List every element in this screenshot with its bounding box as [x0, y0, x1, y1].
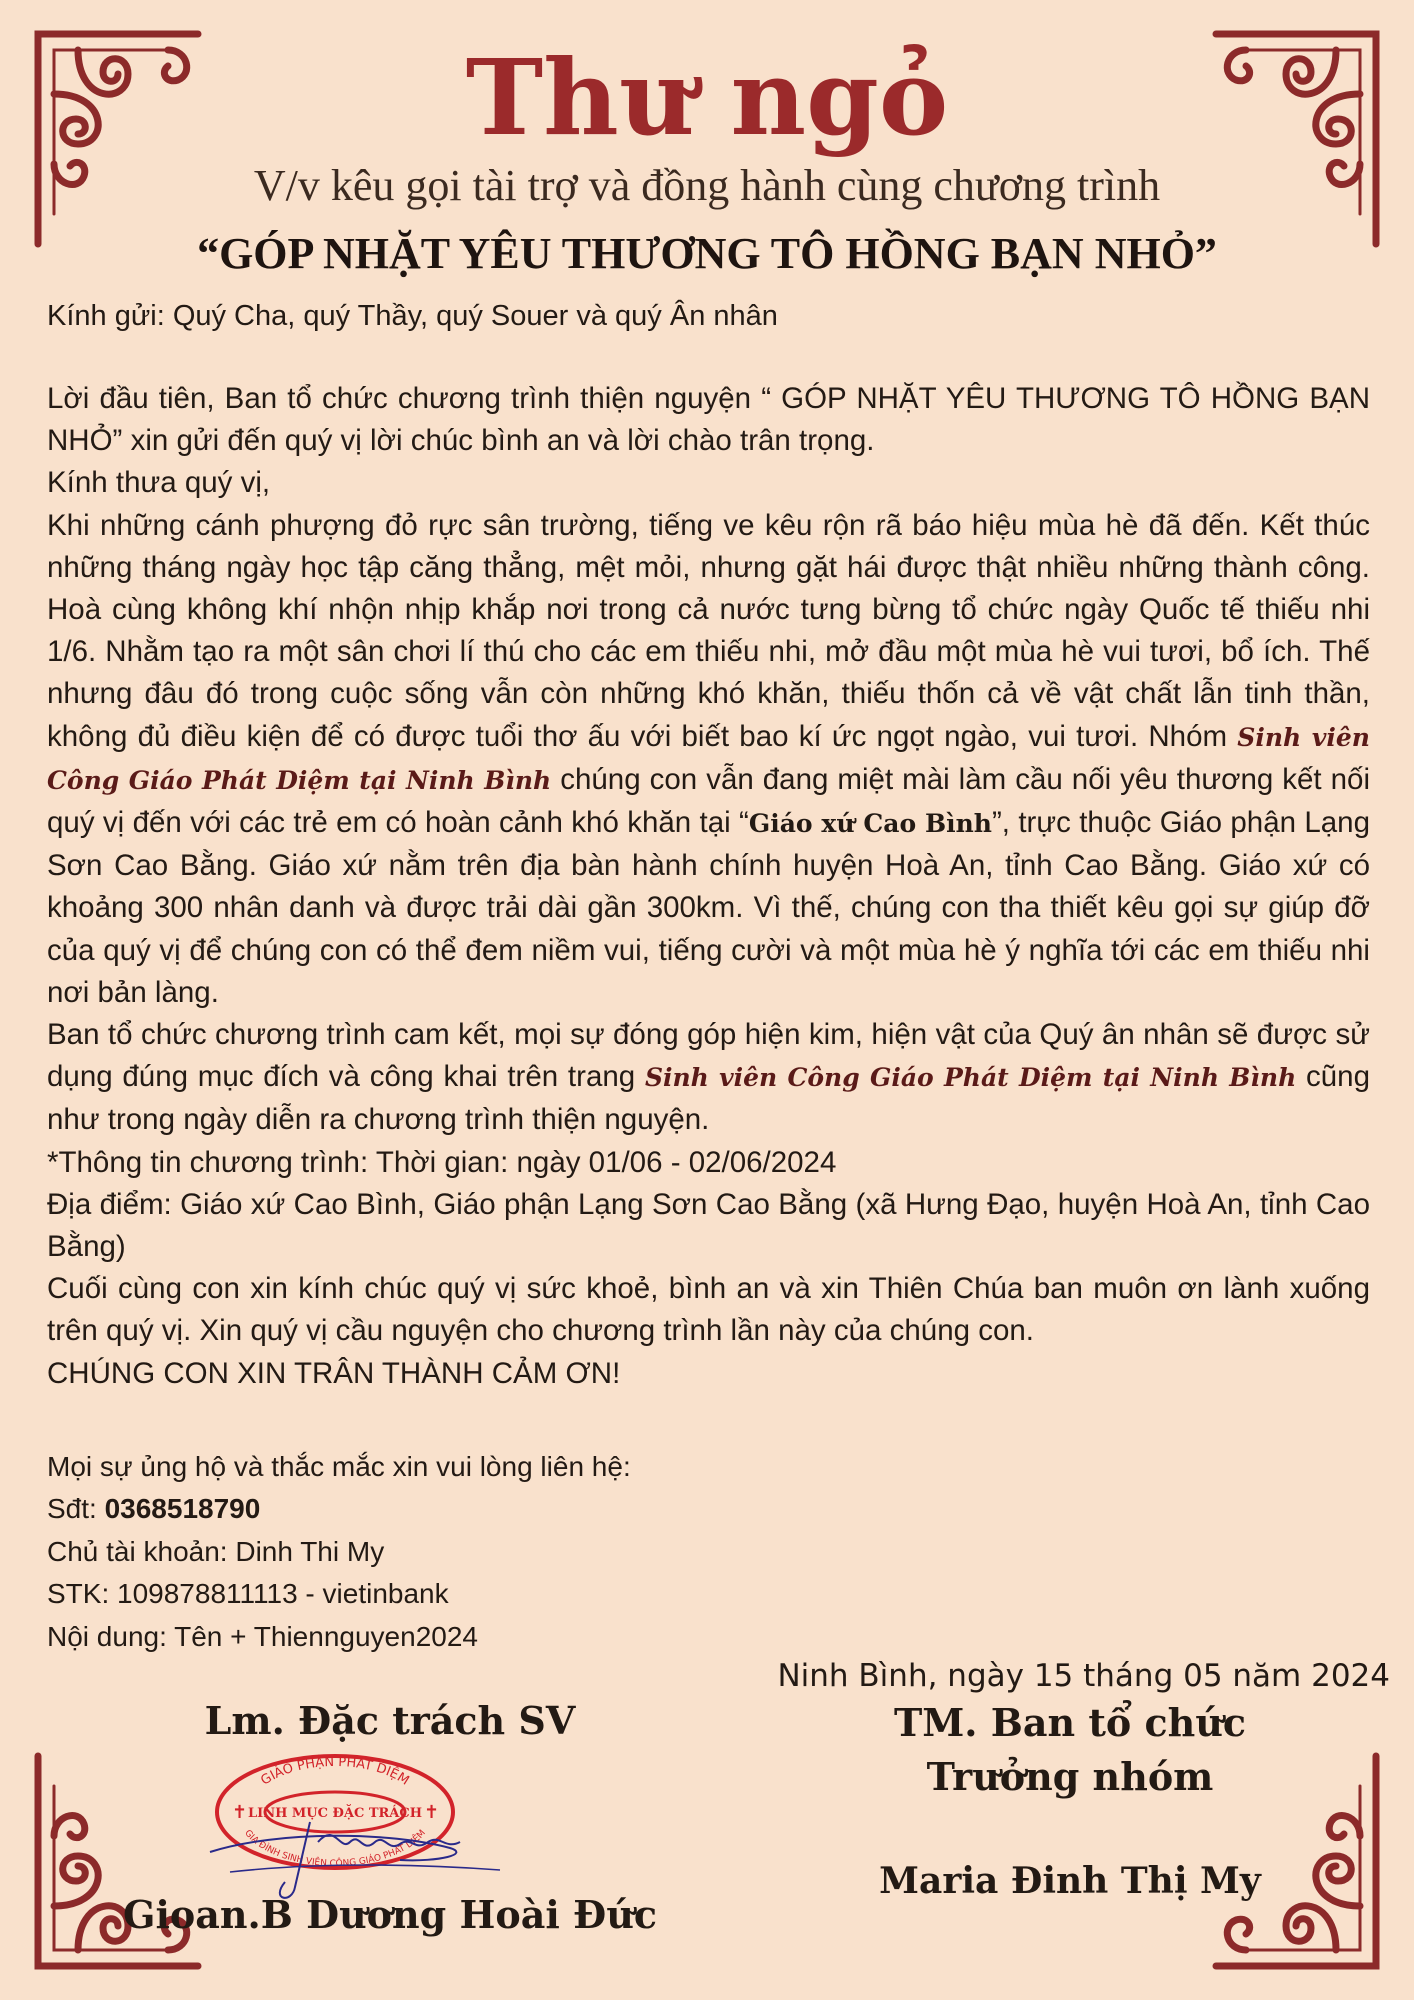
organization-name: Sinh viên Công Giáo Phát Diệm tại Ninh Bình	[644, 1063, 1297, 1093]
left-signatory-title: Lm. Đặc trách SV	[204, 1698, 576, 1743]
cross-icon: ✝	[424, 1802, 440, 1822]
phone-label: Sđt:	[47, 1493, 105, 1525]
page-title: Thư ngỏ	[465, 36, 949, 159]
paragraph-time: *Thông tin chương trình: Thời gian: ngày 01/06 - 02/06/2024	[47, 1145, 837, 1179]
text-run: chúng con vẫn đang miệt mài làm cầu nối yêu thương kết nối quý vị đến với các trẻ em có hoàn cảnh khó khăn tại “	[47, 762, 1370, 840]
cross-icon: ✝	[232, 1802, 248, 1822]
right-title-line-1: TM. Ban tổ chức	[893, 1700, 1247, 1745]
account-number: STK: 109878811113 - vietinbank	[47, 1578, 449, 1610]
date-line: Ninh Bình, ngày 15 tháng 05 năm 2024	[777, 1658, 1390, 1694]
contact-intro: Mọi sự ủng hộ và thắc mắc xin vui lòng liên hệ:	[47, 1451, 631, 1482]
paragraph-closing: Cuối cùng con xin kính chúc quý vị sức khoẻ, bình an và xin Thiên Chúa ban muôn ơn lành xuống trên quý vị. Xin quý vị cầu nguyện cho chương trình lần này của chúng con.	[47, 1272, 1370, 1348]
paragraph-main	[47, 505, 1370, 1014]
stamp-bottom-text: GIA ĐÌNH SINH VIÊN CÔNG GIÁO PHÁT DIỆM	[242, 1828, 428, 1870]
paragraph-thanks: CHÚNG CON XIN TRÂN THÀNH CẢM ƠN!	[47, 1356, 621, 1390]
text-run: ”, trực thuộc Giáo phận Lạng Sơn Cao Bằng. Giáo xứ nằm trên địa bàn hành chính huyện Hoà An, tỉnh Cao Bằng. Giáo xứ có khoảng 300 nhân danh và được trải dài gần 300km. Vì thế, chúng con tha thiết kêu gọi sự giúp đỡ của quý vị để chúng con có thể đem niềm vui, tiếng cười và một mùa hè ý nghĩa tới các em thiếu nhi nơi bản làng.	[47, 806, 1370, 1009]
paragraph-commitment	[47, 1014, 1370, 1142]
right-signatory-title	[820, 1696, 1320, 1804]
text-run: Khi những cánh phượng đỏ rực sân trường, tiếng ve kêu rộn rã báo hiệu mùa hè đã đến. Kết thúc những tháng ngày học tập căng thẳng, mệt mỏi, nhưng gặt hái được thật nhiều những thành công. Hoà cùng không khí nhộn nhịp khắp nơi trong cả nước tưng bừng tổ chức ngày Quốc tế thiếu nhi 1/6. Nhằm tạo ra một sân chơi lí thú cho các em thiếu nhi, mở đầu một mùa hè vui tươi, bổ ích. Thế nhưng đâu đó trong cuộc sống vẫn còn những khó khăn, thiếu thốn cả về vật chất lẫn tinh thần, không đủ điều kiện để có được tuổi thơ ấu với biết bao kí ức ngọt ngào, vui tươi. Nhóm	[47, 508, 1370, 753]
paragraph-location: Địa điểm: Giáo xứ Cao Bình, Giáo phận Lạng Sơn Cao Bằng (xã Hưng Đạo, huyện Hoà An, tỉnh Cao Bằng)	[47, 1187, 1370, 1264]
right-signatory-name: Maria Đinh Thị My	[879, 1860, 1261, 1902]
right-title-line-2: Trưởng nhóm	[926, 1754, 1214, 1799]
paragraph-intro: Lời đầu tiên, Ban tổ chức chương trình thiện nguyện “ GÓP NHẶT YÊU THƯƠNG TÔ HỒNG BẠN NHỎ” xin gửi đến quý vị lời chúc bình an và lời chào trân trọng.	[47, 382, 1370, 458]
left-signatory-name: Gioan.B Dương Hoài Đức	[123, 1892, 657, 1937]
greeting-line: Kính gửi: Quý Cha, quý Thầy, quý Souer và quý Ân nhân	[47, 300, 778, 332]
contact-section	[47, 1446, 847, 1658]
letter-body	[47, 378, 1370, 1395]
contact-phone	[47, 1488, 847, 1530]
phone-number: 0368518790	[104, 1493, 261, 1525]
organization-name: Sinh viên Công Giáo Phát Diệm tại Ninh Bình	[47, 722, 1370, 795]
paragraph-salutation: Kính thưa quý vị,	[47, 466, 271, 500]
transfer-note: Nội dung: Tên + Thiennguyen2024	[47, 1620, 478, 1652]
stamp-top-text: GIÁO PHẬN PHÁT DIỆM	[258, 1754, 412, 1789]
letter-subtitle: V/v kêu gọi tài trợ và đồng hành cùng chương trình	[253, 161, 1161, 210]
stamp-center-text: LINH MỤC ĐẶC TRÁCH	[247, 1806, 423, 1821]
text-run: cũng như trong ngày diễn ra chương trình thiện nguyện.	[47, 1060, 1370, 1137]
svg-text:GIÁO PHẬN PHÁT DIỆM	[258, 1754, 411, 1788]
text-run: Ban tổ chức chương trình cam kết, mọi sự đóng góp hiện kim, hiện vật của Quý ân nhân sẽ được sử dụng đúng mục đích và công khai trên trang	[47, 1018, 1370, 1094]
program-name: “GÓP NHẶT YÊU THƯƠNG TÔ HỒNG BẠN NHỎ”	[197, 229, 1217, 278]
ornament-icon	[18, 1746, 208, 1986]
account-holder: Chủ tài khoản: Dinh Thi My	[47, 1535, 385, 1567]
parish-name: Giáo xứ Cao Bình	[748, 809, 992, 839]
corner-ornament-bottom-left	[18, 1746, 208, 1986]
